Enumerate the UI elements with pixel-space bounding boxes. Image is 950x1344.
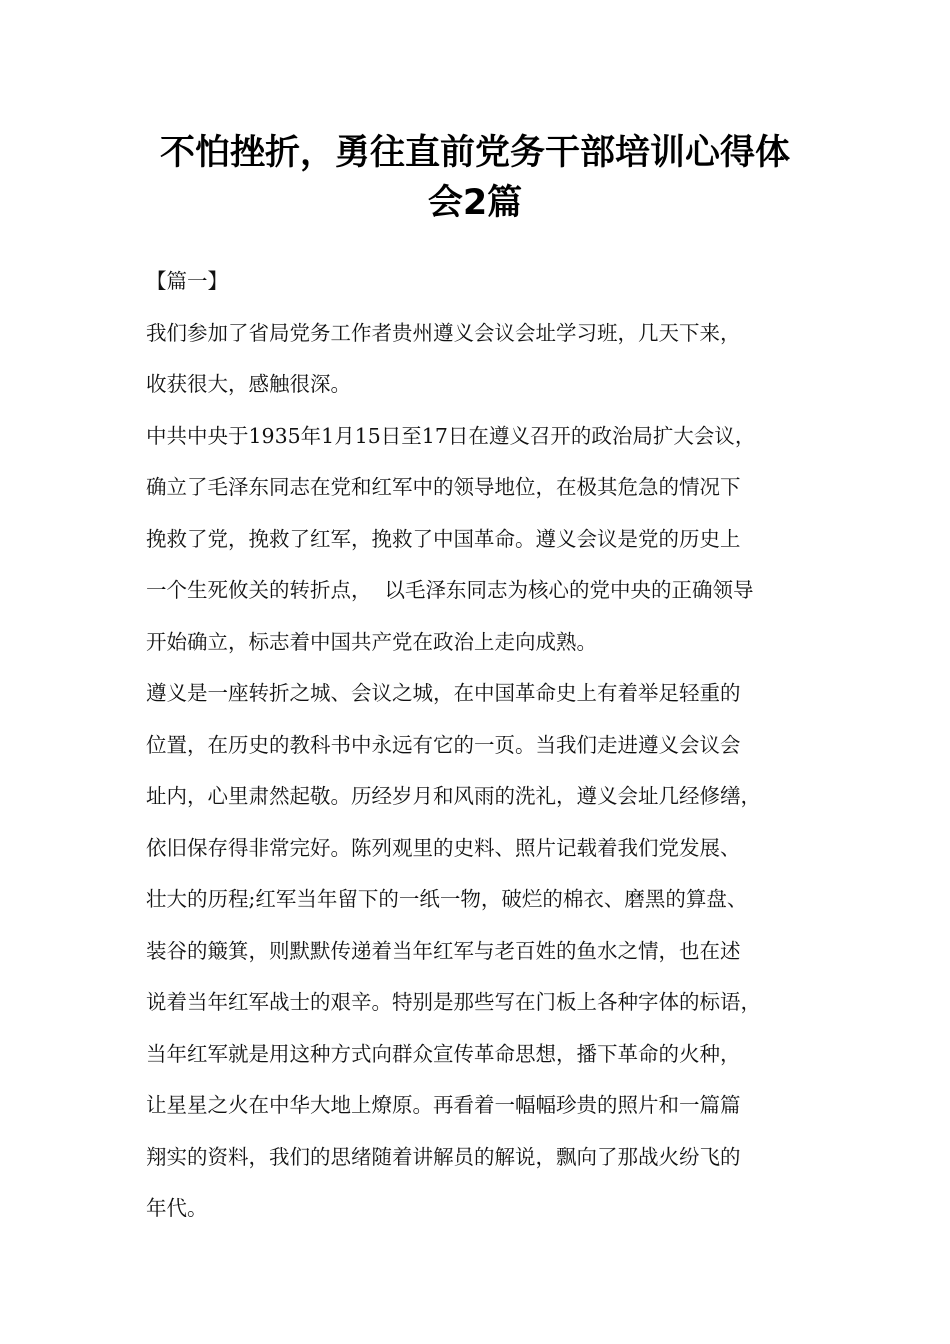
body-line: 我们参加了省局党务工作者贵州遵义会议会址学习班，几天下来，: [146, 320, 741, 345]
body-line: 说着当年红军战士的艰辛。特别是那些写在门板上各种字体的标语，: [146, 990, 761, 1014]
body-line: 一个生死攸关的转折点， 以毛泽东同志为核心的党中央的正确领导: [146, 578, 754, 602]
body-line: 壮大的历程;红军当年留下的一纸一物，破烂的棉衣、磨黑的算盘、: [146, 887, 748, 911]
body-line: 让星星之火在中华大地上燎原。再看着一幅幅珍贵的照片和一篇篇: [146, 1093, 741, 1117]
section-label: 【篇一】: [146, 269, 228, 293]
title-line-1: 不怕挫折，勇往直前党务干部培训心得体: [159, 133, 790, 173]
body-line: 当年红军就是用这种方式向群众宣传革命思想，播下革命的火种，: [146, 1041, 741, 1066]
body-line: 址内，心里肃然起敬。历经岁月和风雨的洗礼，遵义会址几经修缮，: [146, 784, 761, 808]
body-line: 中共中央于1935年1月15日至17日在遵义召开的政治局扩大会议，: [146, 423, 756, 448]
document-body: [146, 256, 811, 1235]
body-line: 遵义是一座转折之城、会议之城，在中国革命史上有着举足轻重的: [146, 681, 741, 705]
body-line: 年代。: [146, 1196, 208, 1220]
body-line: 挽救了党，挽救了红军，挽救了中国革命。遵义会议是党的历史上: [146, 526, 741, 551]
document-title: [120, 128, 830, 228]
body-line: 翔实的资料，我们的思绪随着讲解员的解说，飘向了那战火纷飞的: [146, 1144, 741, 1169]
body-line: 确立了毛泽东同志在党和红军中的领导地位，在极其危急的情况下: [146, 475, 741, 499]
body-line: 收获很大，感触很深。: [146, 372, 351, 396]
body-line: 位置，在历史的教科书中永远有它的一页。当我们走进遵义会议会: [146, 732, 741, 757]
title-line-2: 会2篇: [427, 183, 523, 223]
body-line: 开始确立，标志着中国共产党在政治上走向成熟。: [146, 629, 597, 654]
body-line: 依旧保存得非常完好。陈列观里的史料、照片记载着我们党发展、: [146, 835, 741, 860]
body-line: 装谷的簸箕，则默默传递着当年红军与老百姓的鱼水之情，也在述: [146, 938, 741, 963]
